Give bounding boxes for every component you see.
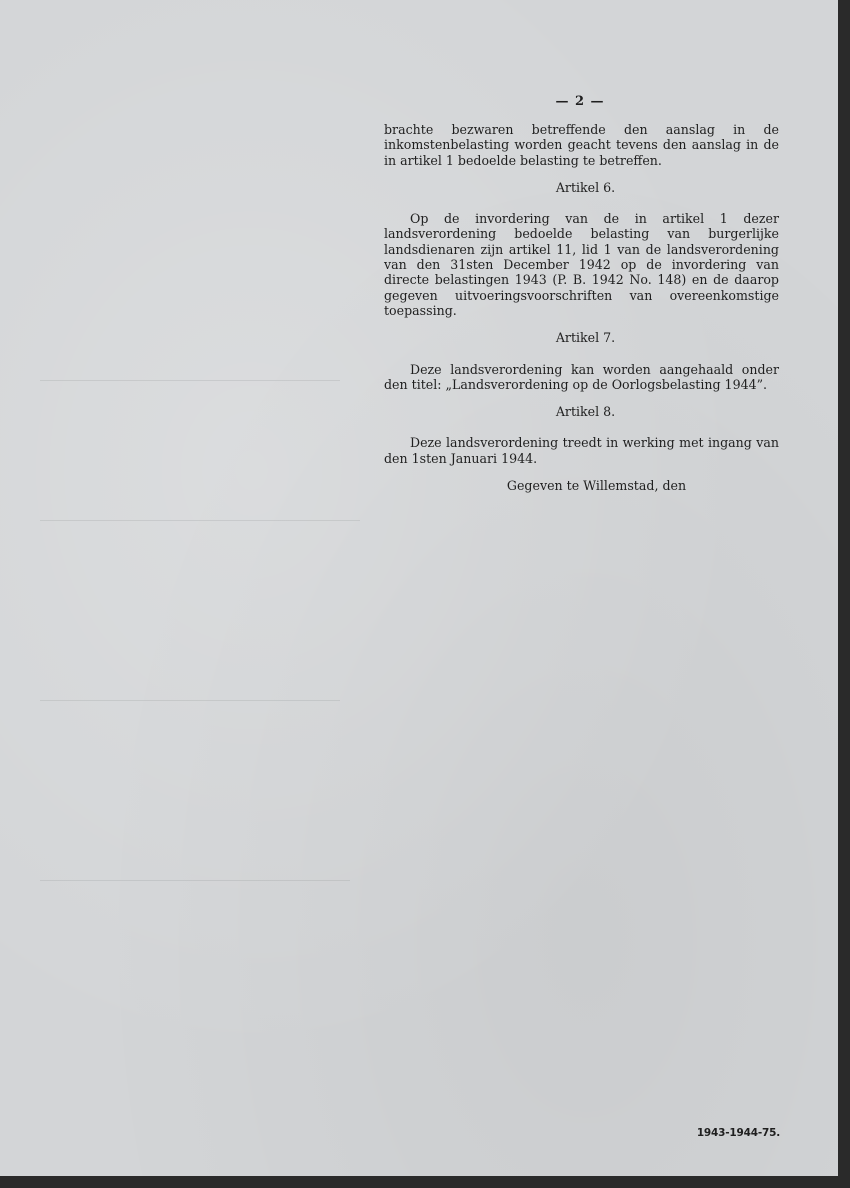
article-7-heading: Artikel 7. — [555, 330, 616, 346]
article-8-text: Deze landsverordening treedt in werking met ingang van den 1sten Januari 1944. — [384, 435, 779, 466]
document-reference: 1943-1944-75. — [696, 1127, 780, 1139]
scan-edge-right — [838, 0, 850, 1188]
scan-edge-bottom — [0, 1176, 850, 1188]
signed-place-date: Gegeven te Willemstad, den — [506, 478, 687, 494]
article-7-text: Deze landsverordening kan worden aangehaald onder den titel: „Landsverordening op de Oorlogsbelasting 1944”. — [384, 361, 779, 392]
article-8-heading: Artikel 8. — [555, 404, 616, 420]
page-number: — 2 — — [555, 94, 605, 109]
article-6-text: Op de invordering van de in artikel 1 dezer landsverordening bedoelde belasting van burgerlijke landsdienaren zijn artikel 11, lid 1 van de landsverordening van den 31sten December 1942 op de invordering van directe belastingen 1943 (P. B. 1942 No. 148) en de daarop gegeven uitvoeringsvoorschriften van overeenkomstige toepassing. — [384, 211, 779, 318]
article-6-heading: Artikel 6. — [555, 179, 616, 195]
continuation-paragraph: brachte bezwaren betreffende den aanslag in de inkomstenbelasting worden geacht tevens den aanslag in de in artikel 1 bedoelde belasting te betreffen. — [384, 122, 779, 168]
body-text — [384, 122, 779, 493]
